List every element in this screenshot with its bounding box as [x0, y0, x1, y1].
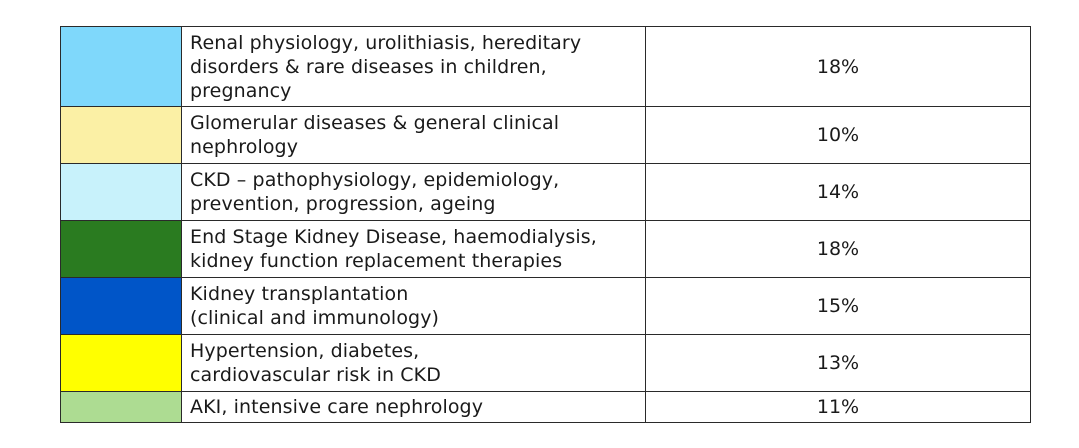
topic-cell — [182, 27, 646, 107]
percentage-cell: 13% — [646, 335, 1031, 392]
color-swatch — [61, 27, 182, 107]
topic-line: pregnancy — [190, 79, 292, 102]
topic-line: End Stage Kidney Disease, haemodialysis, — [190, 226, 597, 248]
table-row — [61, 335, 1031, 392]
topic-line: Kidney transplantation — [190, 283, 409, 305]
table-row — [61, 278, 1031, 335]
topic-line: (clinical and immunology) — [190, 307, 440, 329]
table-row — [61, 392, 1031, 423]
topic-line: cardiovascular risk in CKD — [190, 364, 441, 386]
color-swatch — [61, 392, 182, 423]
color-swatch — [61, 278, 182, 335]
color-swatch — [61, 107, 182, 164]
percentage-cell: 10% — [646, 107, 1031, 164]
table-row — [61, 164, 1031, 221]
topic-line: Hypertension, diabetes, — [190, 340, 420, 362]
percentage-cell: 11% — [646, 392, 1031, 423]
topic-cell — [182, 221, 646, 278]
topic-line: CKD – pathophysiology, epidemiology, — [190, 169, 560, 191]
percentage-cell: 15% — [646, 278, 1031, 335]
color-swatch — [61, 335, 182, 392]
topic-line: prevention, progression, ageing — [190, 193, 496, 215]
table-row — [61, 27, 1031, 107]
topic-line: nephrology — [190, 136, 299, 158]
topic-cell — [182, 107, 646, 164]
table-row — [61, 107, 1031, 164]
topic-line: kidney function replacement therapies — [190, 250, 563, 272]
table-row — [61, 221, 1031, 278]
topic-cell — [182, 164, 646, 221]
topic-line: Renal physiology, urolithiasis, hereditary — [190, 31, 582, 54]
topic-cell — [182, 278, 646, 335]
percentage-cell: 18% — [646, 221, 1031, 278]
color-swatch — [61, 221, 182, 278]
topic-cell — [182, 335, 646, 392]
percentage-cell: 18% — [646, 27, 1031, 107]
topic-line: disorders & rare diseases in children, — [190, 55, 547, 78]
color-swatch — [61, 164, 182, 221]
topic-line: Glomerular diseases & general clinical — [190, 112, 560, 134]
topic-cell — [182, 392, 646, 423]
topic-line: AKI, intensive care nephrology — [190, 396, 484, 418]
topic-weight-table — [60, 26, 1031, 423]
percentage-cell: 14% — [646, 164, 1031, 221]
